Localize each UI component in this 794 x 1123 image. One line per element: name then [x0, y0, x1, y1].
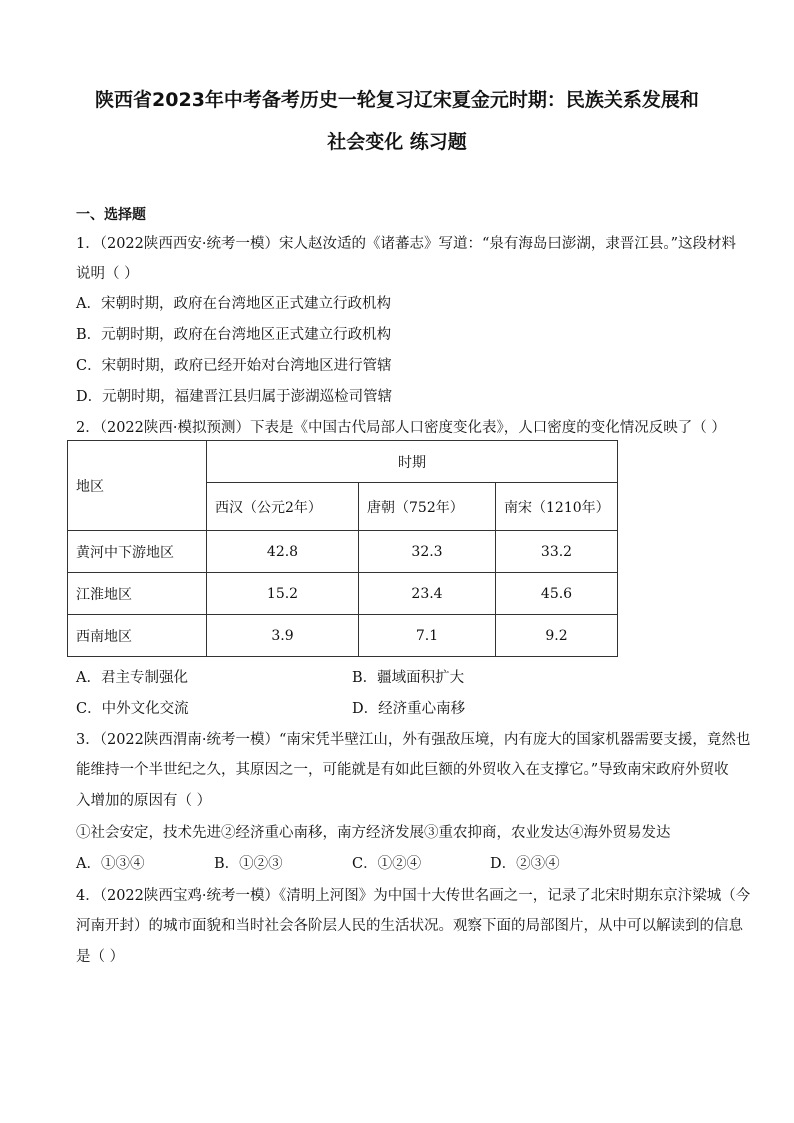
question-3-stem-line-2: 能维持一个半世纪之久，其原因之一，可能就是有如此巨额的外贸收入在支撑它。”导致南宋政府外贸收 [76, 762, 729, 778]
question-1-option-c: C．宋朝时期，政府已经开始对台湾地区进行管辖 [76, 358, 392, 374]
question-4-stem-line-1: 4．（2022陕西宝鸡·统考一模）《清明上河图》为中国十大传世名画之一，记录了北宋时期东京汴梁城（今 [76, 888, 751, 904]
question-1-option-a: A．宋朝时期，政府在台湾地区正式建立行政机构 [76, 296, 391, 312]
table-row [68, 573, 618, 615]
question-2-stem: 2．（2022陕西·模拟预测）下表是《中国古代局部人口密度变化表》，人口密度的变化情况反映了（ ） [76, 420, 726, 436]
table-row [68, 531, 618, 573]
table-cell-region: 黄河中下游地区 [68, 531, 207, 573]
question-3-option-d: D．②③④ [490, 856, 560, 872]
population-density-table [67, 440, 618, 657]
question-3-stem-line-1: 3．（2022陕西渭南·统考一模）“南宋凭半壁江山，外有强敌压境，内有庞大的国家机器需要支援，竟然也 [76, 732, 751, 748]
question-3-option-b: B．①②③ [214, 856, 283, 872]
question-2-option-a: A．君主专制强化 [76, 670, 188, 686]
table-cell-value: 23.4 [359, 573, 496, 615]
question-1-stem-line-1: 1．（2022陕西西安·统考一模）宋人赵汝适的《诸蕃志》写道：“泉有海岛曰澎湖，隶晋江县。”这段材料 [76, 236, 737, 252]
table-cell-value: 33.2 [496, 531, 618, 573]
table-cell-value: 15.2 [207, 573, 359, 615]
document-title-line-1: 陕西省2023年中考备考历史一轮复习辽宋夏金元时期：民族关系发展和 [95, 89, 699, 111]
question-1-stem-line-2: 说明（ ） [76, 266, 139, 282]
table-cell-value: 45.6 [496, 573, 618, 615]
table-header-period: 时期 [207, 441, 618, 483]
document-title-line-2: 社会变化 练习题 [327, 131, 467, 153]
question-1-option-d: D．元朝时期，福建晋江县归属于澎湖巡检司管辖 [76, 389, 393, 405]
table-cell-value: 32.3 [359, 531, 496, 573]
table-header-period-3: 南宋（1210年） [496, 483, 618, 531]
table-header-period-2: 唐朝（752年） [359, 483, 496, 531]
question-3-stem-line-3: 入增加的原因有（ ） [76, 793, 212, 809]
table-cell-region: 江淮地区 [68, 573, 207, 615]
table-header-region: 地区 [68, 441, 207, 531]
table-cell-region: 西南地区 [68, 615, 207, 657]
table-header-period-1: 西汉（公元2年） [207, 483, 359, 531]
table-cell-value: 3.9 [207, 615, 359, 657]
question-2-option-c: C．中外文化交流 [76, 701, 189, 717]
question-4-stem-line-2: 河南开封）的城市面貌和当时社会各阶层人民的生活状况。观察下面的局部图片，从中可以解读到的信息 [76, 918, 743, 934]
table-cell-value: 42.8 [207, 531, 359, 573]
question-1-option-b: B．元朝时期，政府在台湾地区正式建立行政机构 [76, 327, 392, 343]
question-3-option-c: C．①②④ [352, 856, 422, 872]
table-row [68, 615, 618, 657]
table-cell-value: 7.1 [359, 615, 496, 657]
question-2-option-d: D．经济重心南移 [352, 701, 466, 717]
question-4-stem-line-3: 是（ ） [76, 949, 125, 965]
question-2-option-b: B．疆域面积扩大 [352, 670, 465, 686]
question-3-statements: ①社会安定，技术先进②经济重心南移，南方经济发展③重农抑商，农业发达④海外贸易发达 [76, 825, 671, 841]
table-cell-value: 9.2 [496, 615, 618, 657]
question-3-option-a: A．①③④ [76, 856, 145, 872]
section-heading-choice: 一、选择题 [76, 207, 146, 223]
